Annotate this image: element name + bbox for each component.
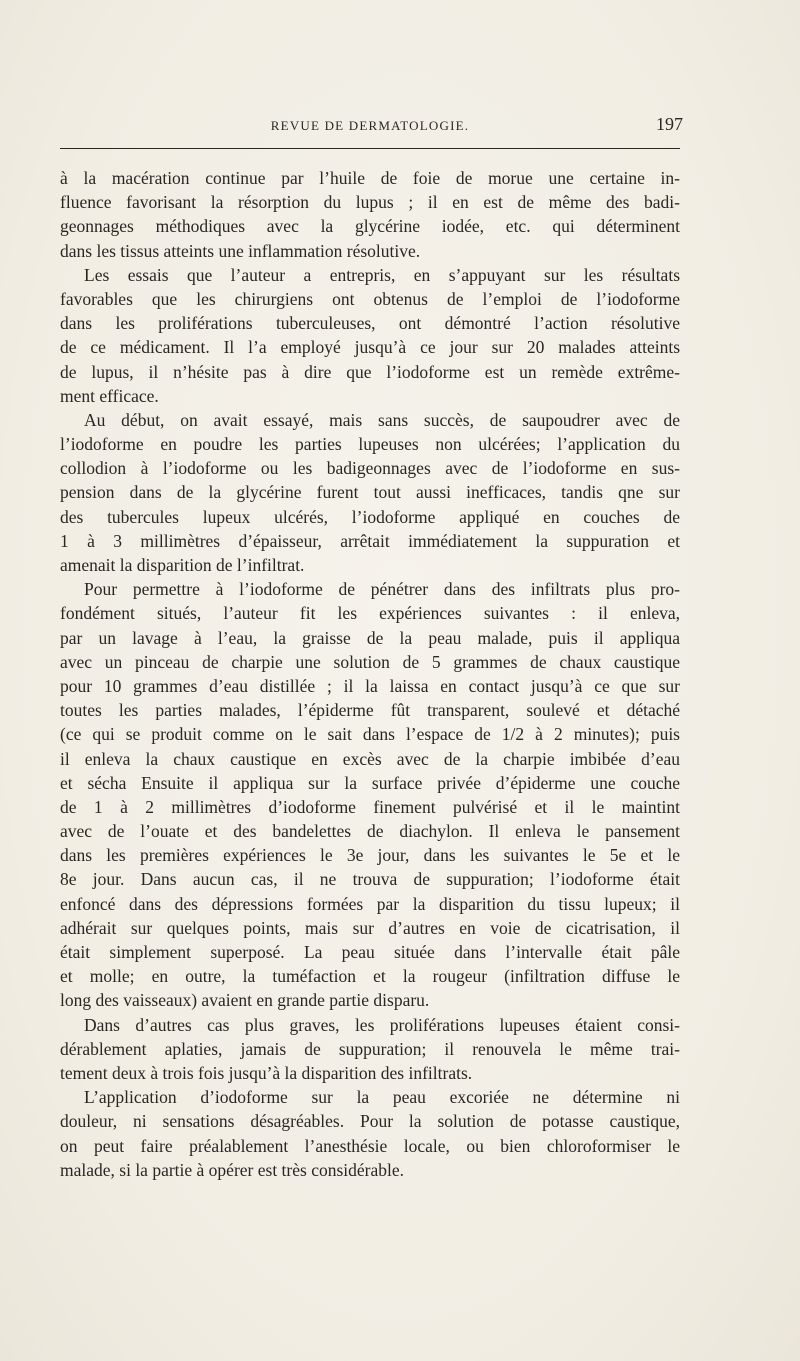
text-line: Pour permettre à l’iodoforme de pénétrer dans des infiltrats plus pro-	[84, 579, 680, 600]
running-title: REVUE DE DERMATOLOGIE.	[270, 118, 470, 133]
header-rule	[60, 148, 680, 149]
text-line: pour 10 grammes d’eau distillée ; il la laissa en contact jusqu’à ce que sur	[60, 675, 680, 696]
text-line: avec un pinceau de charpie une solution de 5 grammes de chaux caustique	[60, 651, 680, 672]
body-text	[60, 166, 680, 1182]
paragraph	[60, 263, 680, 408]
paragraph	[60, 1013, 680, 1086]
paragraph	[60, 408, 680, 577]
text-line: L’application d’iodoforme sur la peau excoriée ne détermine ni	[84, 1087, 680, 1108]
text-line: et molle; en outre, la tuméfaction et la rougeur (infiltration diffuse le	[60, 966, 680, 987]
text-line: dans les premières expériences le 3e jour, dans les suivantes le 5e et le	[60, 845, 680, 866]
text-line: pension dans de la glycérine furent tout aussi inefficaces, tandis qne sur	[60, 482, 680, 503]
running-head	[60, 114, 683, 140]
text-line: toutes les parties malades, l’épiderme fût transparent, soulevé et détaché	[60, 700, 680, 721]
paragraph	[60, 1085, 680, 1182]
text-line: favorables que les chirurgiens ont obtenus de l’emploi de l’iodoforme	[60, 288, 680, 309]
text-line: l’iodoforme en poudre les parties lupeuses non ulcérées; l’application du	[60, 434, 680, 455]
text-line: douleur, ni sensations désagréables. Pour la solution de potasse caustique,	[60, 1111, 680, 1132]
text-line: fluence favorisant la résorption du lupus ; il en est de même des badi-	[60, 192, 680, 213]
page-number: 197	[656, 114, 683, 134]
text-line: dans les proliférations tuberculeuses, ont démontré l’action résolutive	[60, 313, 680, 334]
text-line: ment efficace.	[60, 385, 159, 406]
text-line: Les essais que l’auteur a entrepris, en s’appuyant sur les résultats	[84, 264, 680, 285]
paragraph	[60, 577, 680, 1012]
text-line: amenait la disparition de l’infiltrat.	[60, 555, 305, 575]
paragraph	[60, 166, 680, 263]
text-line: de 1 à 2 millimètres d’iodoforme finement pulvérisé et il le maintint	[60, 796, 680, 817]
text-line: fondément situés, l’auteur fit les expériences suivantes : il enleva,	[60, 603, 680, 624]
text-line: adhérait sur quelques points, mais sur d’autres en voie de cicatrisation, il	[60, 917, 680, 938]
text-line: 1 à 3 millimètres d’épaisseur, arrêtait immédiatement la suppuration et	[60, 530, 680, 551]
text-line: à la macération continue par l’huile de foie de morue une certaine in-	[60, 168, 680, 188]
text-line: enfoncé dans des dépressions formées par la disparition du tissu lupeux; il	[60, 893, 680, 914]
text-line: collodion à l’iodoforme ou les badigeonnages avec de l’iodoforme en sus-	[60, 458, 680, 479]
text-line: de ce médicament. Il l’a employé jusqu’à ce jour sur 20 malades atteints	[60, 337, 680, 358]
text-line: dérablement aplaties, jamais de suppuration; il renouvela le même trai-	[60, 1038, 680, 1059]
text-line: Au début, on avait essayé, mais sans succès, de saupoudrer avec de	[84, 409, 680, 430]
text-line: dans les tissus atteints une inflammation résolutive.	[60, 240, 421, 261]
text-line: par un lavage à l’eau, la graisse de la peau malade, puis il appliqua	[60, 627, 680, 648]
text-line: Dans d’autres cas plus graves, les proliférations lupeuses étaient consi-	[84, 1014, 680, 1035]
text-line: (ce qui se produit comme on le sait dans l’espace de 1/2 à 2 minutes); puis	[60, 724, 680, 745]
text-line: et sécha Ensuite il appliqua sur la surface privée d’épiderme une couche	[60, 772, 680, 793]
text-line: il enleva la chaux caustique en excès avec de la charpie imbibée d’eau	[60, 748, 680, 769]
text-line: malade, si la partie à opérer est très considérable.	[60, 1159, 405, 1180]
text-line: long des vaisseaux) avaient en grande partie disparu.	[60, 990, 430, 1011]
text-line: avec de l’ouate et des bandelettes de diachylon. Il enleva le pansement	[60, 821, 680, 842]
text-line: 8e jour. Dans aucun cas, il ne trouva de suppuration; l’iodoforme était	[60, 869, 680, 890]
text-line: des tubercules lupeux ulcérés, l’iodoforme appliqué en couches de	[60, 506, 680, 527]
text-line: tement deux à trois fois jusqu’à la disparition des infiltrats.	[60, 1062, 473, 1083]
text-line: on peut faire préalablement l’anesthésie locale, ou bien chloroformiser le	[60, 1135, 680, 1156]
text-line: geonnages méthodiques avec la glycérine iodée, etc. qui déterminent	[60, 216, 680, 237]
text-line: était simplement superposé. La peau située dans l’intervalle était pâle	[60, 942, 680, 962]
text-line: de lupus, il n’hésite pas à dire que l’iodoforme est un remède extrême-	[60, 361, 680, 382]
